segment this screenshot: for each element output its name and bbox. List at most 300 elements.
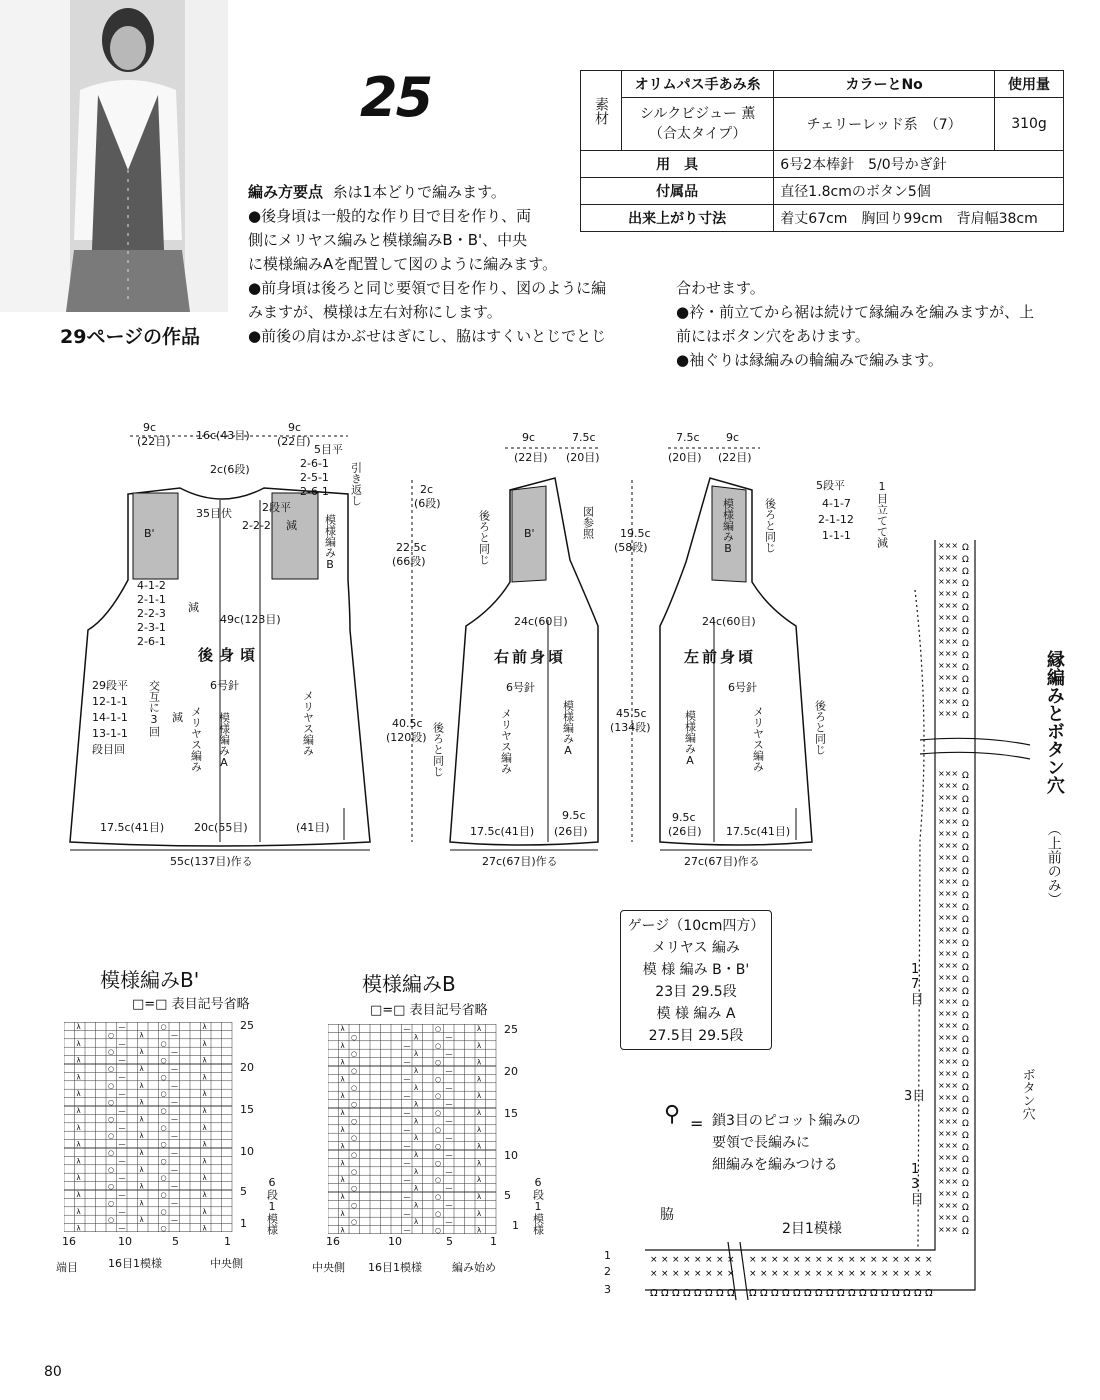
chart-stitch-symbol: λ bbox=[202, 1023, 207, 1031]
chart-stitch-symbol: λ bbox=[139, 1132, 144, 1141]
edging-stitch-symbol: × bbox=[650, 1255, 658, 1265]
chart-b-repeat-rows: 6段1模様 bbox=[531, 1176, 545, 1235]
edging-stitch-symbol: ××× bbox=[938, 1177, 959, 1186]
chart-stitch-symbol: — bbox=[403, 1209, 411, 1218]
chart-stitch-symbol: λ bbox=[477, 1075, 482, 1084]
back-top-left-width: 9c bbox=[143, 421, 157, 434]
edging-stitch-symbol: × bbox=[881, 1255, 889, 1265]
chart-stitch-symbol: ○ bbox=[108, 1098, 115, 1107]
chart-stitch-symbol: — bbox=[445, 1151, 453, 1159]
edging-stitch-symbol: Ω bbox=[661, 1288, 669, 1299]
chart-bp-left-end: 端目 bbox=[56, 1261, 78, 1274]
chart-stitch-symbol: — bbox=[445, 1167, 453, 1176]
yarn-header: オリムパス手あみ糸 bbox=[622, 71, 774, 98]
chart-stitch-symbol: ○ bbox=[108, 1182, 115, 1191]
edging-stitch-symbol: ××× bbox=[938, 1201, 959, 1210]
rf-same-as-back-top: 後ろと同じ bbox=[477, 510, 491, 565]
picot-note bbox=[712, 1110, 861, 1176]
edging-stitch-symbol: × bbox=[804, 1255, 812, 1265]
edging-stitch-symbol: Ω bbox=[892, 1288, 900, 1299]
chart-bp-row-20: 20 bbox=[240, 1061, 254, 1074]
chart-stitch-symbol: — bbox=[403, 1193, 411, 1201]
back-armhole-0: 4-1-2 bbox=[137, 579, 166, 592]
amount-header: 使用量 bbox=[995, 71, 1064, 98]
gauge-line: 27.5目 29.5段 bbox=[648, 1028, 744, 1044]
edging-row-2: 2 bbox=[604, 1265, 611, 1278]
chart-stitch-symbol: λ bbox=[340, 1041, 345, 1050]
chart-stitch-symbol: ○ bbox=[108, 1065, 115, 1073]
pattern-number: 25 bbox=[360, 66, 432, 129]
chart-stitch-symbol: ○ bbox=[351, 1033, 358, 1042]
edging-stitch-symbol: ××× bbox=[938, 877, 959, 886]
edging-stitch-symbol: Ω bbox=[962, 1011, 969, 1021]
edging-stitch-symbol: × bbox=[859, 1269, 867, 1279]
chart-stitch-symbol: ○ bbox=[108, 1115, 115, 1124]
edging-stitch-symbol: × bbox=[826, 1255, 834, 1265]
edging-stitch-symbol: × bbox=[694, 1269, 702, 1279]
chart-stitch-symbol: — bbox=[118, 1140, 126, 1149]
chart-stitch-symbol: λ bbox=[477, 1041, 482, 1050]
back-shoulder-1: 2-6-1 bbox=[300, 457, 329, 470]
edging-stitch-symbol: Ω bbox=[962, 639, 969, 649]
edging-stitch-symbol: Ω bbox=[962, 663, 969, 673]
chart-stitch-symbol: ○ bbox=[435, 1125, 442, 1134]
dim-body-rows: (120段) bbox=[386, 731, 427, 744]
lf-pattern-b: 模様編みB bbox=[721, 498, 735, 555]
edging-stitch-symbol: Ω bbox=[962, 675, 969, 685]
chart-b-title: 模様編みB bbox=[362, 972, 456, 996]
chart-stitch-symbol: — bbox=[118, 1224, 126, 1232]
chart-stitch-symbol: λ bbox=[202, 1191, 207, 1199]
chart-stitch-symbol: — bbox=[171, 1216, 178, 1225]
rf-needle: 6号針 bbox=[506, 681, 535, 694]
chart-stitch-symbol: λ bbox=[477, 1058, 482, 1067]
rf-width: 24c(60目) bbox=[514, 615, 568, 628]
edging-stitch-symbol: Ω bbox=[962, 651, 969, 661]
edging-stitch-symbol: ××× bbox=[938, 577, 959, 586]
chart-stitch-symbol: ○ bbox=[351, 1050, 358, 1059]
edging-stitch-symbol: ××× bbox=[938, 1009, 959, 1018]
chart-stitch-symbol: λ bbox=[414, 1134, 419, 1143]
chart-stitch-symbol: λ bbox=[202, 1107, 207, 1115]
chart-stitch-symbol: λ bbox=[477, 1193, 482, 1201]
edging-stitch-symbol: × bbox=[826, 1269, 834, 1279]
edging-stitch-symbol: ××× bbox=[938, 1105, 959, 1114]
edging-stitch-symbol: ××× bbox=[938, 913, 959, 922]
edging-stitch-symbol: ××× bbox=[938, 841, 959, 850]
chart-stitch-symbol: λ bbox=[202, 1174, 207, 1183]
edging-stitch-symbol: Ω bbox=[925, 1288, 933, 1299]
chart-stitch-symbol: λ bbox=[414, 1117, 419, 1126]
rf-bottom-right-stitches: (26目) bbox=[554, 825, 588, 838]
chart-stitch-symbol: λ bbox=[414, 1067, 419, 1075]
chart-stitch-symbol: — bbox=[445, 1134, 453, 1143]
chart-stitch-symbol: λ bbox=[202, 1207, 207, 1216]
edging-stitch-symbol: Ω bbox=[962, 1059, 969, 1069]
lf-pattern-a: 模様編みA bbox=[683, 710, 697, 767]
edging-stitch-symbol: Ω bbox=[672, 1288, 680, 1299]
edging-stitch-symbol: ××× bbox=[938, 625, 959, 634]
edging-stitch-symbol: Ω bbox=[760, 1288, 768, 1299]
edging-stitch-symbol: ××× bbox=[938, 1153, 959, 1162]
chart-stitch-symbol: ○ bbox=[108, 1149, 115, 1157]
edging-stitch-symbol: Ω bbox=[914, 1288, 922, 1299]
rf-cast-on: 27c(67目)作る bbox=[482, 855, 558, 868]
edging-stitch-symbol: ××× bbox=[938, 637, 959, 646]
chart-b-row-20: 20 bbox=[504, 1065, 518, 1078]
edging-stitch-symbol: ××× bbox=[938, 793, 959, 802]
lf-neck-dec-1: 4-1-7 bbox=[822, 497, 851, 510]
page-number: 80 bbox=[44, 1364, 62, 1380]
edging-stitch-symbol: Ω bbox=[962, 855, 969, 865]
chart-stitch-symbol: ○ bbox=[435, 1109, 442, 1117]
chart-b-prime-grid bbox=[64, 1022, 234, 1232]
back-shoulder-note: 引き返し bbox=[349, 462, 363, 506]
edging-stitch-symbol: Ω bbox=[962, 999, 969, 1009]
edging-stitch-symbol: Ω bbox=[962, 963, 969, 973]
chart-stitch-symbol: λ bbox=[76, 1107, 81, 1115]
edging-stitch-symbol: Ω bbox=[962, 1023, 969, 1033]
chart-stitch-symbol: λ bbox=[202, 1140, 207, 1149]
edging-stitch-symbol: Ω bbox=[962, 927, 969, 937]
back-pattern-a: 模様編みA bbox=[217, 712, 231, 769]
lf-stockinette: メリヤス編み bbox=[751, 706, 765, 772]
back-top-right-stitches: (22目) bbox=[277, 435, 311, 448]
back-pattern-b: 模様編みB bbox=[323, 514, 337, 571]
edging-stitch-symbol: Ω bbox=[962, 1107, 969, 1117]
dim-shoulder-drop: 2c bbox=[420, 483, 434, 496]
edging-stitch-symbol: × bbox=[716, 1255, 724, 1265]
edging-stitch-symbol: Ω bbox=[705, 1288, 713, 1299]
chart-stitch-symbol: λ bbox=[340, 1226, 345, 1234]
chart-b-right-end: 編み始め bbox=[452, 1261, 496, 1274]
instruction-line: 合わせます。 bbox=[676, 279, 765, 297]
edging-stitch-symbol: ××× bbox=[938, 865, 959, 874]
edging-stitch-symbol: ××× bbox=[938, 1213, 959, 1222]
edging-stitch-symbol: × bbox=[760, 1255, 768, 1265]
instruction-line: ●前後の肩はかぶせはぎにし、脇はすくいとじでとじ bbox=[248, 327, 607, 345]
back-side-dec-1: 12-1-1 bbox=[92, 695, 128, 708]
chart-stitch-symbol: ○ bbox=[351, 1117, 358, 1126]
back-neck-dec2: 2-2-2 bbox=[242, 519, 271, 532]
chart-stitch-symbol: ○ bbox=[160, 1039, 167, 1048]
edging-stitch-symbol: ××× bbox=[938, 1225, 959, 1234]
edging-stitch-symbol: Ω bbox=[727, 1288, 735, 1299]
edging-stitch-symbol: Ω bbox=[962, 555, 969, 565]
edging-stitch-symbol: × bbox=[859, 1255, 867, 1265]
edging-stitch-symbol: ××× bbox=[938, 1141, 959, 1150]
chart-stitch-symbol: — bbox=[118, 1107, 126, 1115]
chart-bp-col-10: 10 bbox=[118, 1235, 132, 1248]
edging-stitch-symbol: × bbox=[749, 1255, 757, 1265]
chart-stitch-symbol: λ bbox=[414, 1201, 419, 1210]
chart-stitch-symbol: ○ bbox=[160, 1157, 167, 1166]
chart-stitch-symbol: — bbox=[445, 1184, 453, 1193]
chart-bp-row-1: 1 bbox=[240, 1217, 247, 1230]
chart-stitch-symbol: λ bbox=[76, 1207, 81, 1216]
chart-stitch-symbol: λ bbox=[76, 1039, 81, 1048]
back-bind-off: 35目伏 bbox=[196, 507, 232, 520]
back-stockinette-right: メリヤス編み bbox=[301, 690, 315, 756]
chart-b-col-10: 10 bbox=[388, 1235, 402, 1248]
chart-stitch-symbol: λ bbox=[340, 1025, 345, 1033]
chart-stitch-symbol: ○ bbox=[108, 1132, 115, 1141]
lf-neck-dec-3: 1-1-1 bbox=[822, 529, 851, 542]
yarn-name-line2: （合太タイプ） bbox=[648, 126, 747, 142]
chart-stitch-symbol: — bbox=[403, 1142, 411, 1151]
size-value: 着丈67cm 胸回り99cm 背肩幅38cm bbox=[774, 205, 1064, 232]
dim-body: 40.5c bbox=[392, 717, 423, 730]
edging-stitch-symbol: ××× bbox=[938, 1165, 959, 1174]
edging-stitch-symbol: ××× bbox=[938, 613, 959, 622]
lf-width: 24c(60目) bbox=[702, 615, 756, 628]
edging-stitch-symbol: Ω bbox=[848, 1288, 856, 1299]
edging-stitch-symbol: × bbox=[881, 1269, 889, 1279]
chart-stitch-symbol: λ bbox=[477, 1109, 482, 1117]
chart-stitch-symbol: — bbox=[171, 1132, 178, 1141]
edging-stitch-symbol: × bbox=[892, 1255, 900, 1265]
chart-stitch-symbol: λ bbox=[340, 1176, 345, 1185]
edging-stitch-symbol: Ω bbox=[962, 1131, 969, 1141]
lf-top-a: 7.5c bbox=[676, 431, 700, 444]
edging-stitch-symbol: × bbox=[815, 1269, 823, 1279]
chart-stitch-symbol: λ bbox=[76, 1191, 81, 1199]
chart-stitch-symbol: — bbox=[445, 1033, 453, 1042]
edging-stitch-symbol: Ω bbox=[962, 1119, 969, 1129]
edging-stitch-symbol: × bbox=[793, 1255, 801, 1265]
chart-stitch-symbol: ○ bbox=[160, 1107, 167, 1115]
tools-value: 6号2本棒針 5/0号かぎ針 bbox=[774, 151, 1064, 178]
chart-stitch-symbol: — bbox=[403, 1125, 411, 1134]
chart-stitch-symbol: ○ bbox=[435, 1092, 442, 1101]
chart-stitch-symbol: λ bbox=[340, 1075, 345, 1084]
instruction-line: ●袖ぐりは縁編みの輪編みで編みます。 bbox=[676, 351, 943, 369]
chart-stitch-symbol: ○ bbox=[160, 1224, 167, 1232]
chart-stitch-symbol: λ bbox=[340, 1125, 345, 1134]
chart-stitch-symbol: λ bbox=[139, 1199, 144, 1208]
chart-stitch-symbol: — bbox=[171, 1165, 178, 1174]
edging-stitch-symbol: Ω bbox=[962, 591, 969, 601]
instruction-line: ●後身頃は一般的な作り目で目を作り、両 bbox=[248, 207, 532, 225]
edging-stitch-symbol: ××× bbox=[938, 829, 959, 838]
chart-bp-row-25: 25 bbox=[240, 1019, 254, 1032]
gauge-line: 模 様 編み A bbox=[656, 1006, 736, 1022]
edging-stitch-symbol: ××× bbox=[938, 925, 959, 934]
dim-armhole: 22.5c bbox=[396, 541, 427, 554]
lf-title: 左前身頃 bbox=[684, 648, 757, 666]
chart-stitch-symbol: ○ bbox=[351, 1201, 358, 1210]
chart-stitch-symbol: — bbox=[171, 1199, 178, 1208]
edging-stitch-symbol: Ω bbox=[962, 771, 969, 781]
lf-same-as-back-top: 後ろと同じ bbox=[763, 498, 777, 553]
chart-stitch-symbol: ○ bbox=[351, 1100, 358, 1109]
edging-stitch-symbol: Ω bbox=[749, 1288, 757, 1299]
chart-bp-col-5: 5 bbox=[172, 1235, 179, 1248]
chart-stitch-symbol: — bbox=[118, 1039, 126, 1048]
edging-stitch-symbol: × bbox=[914, 1255, 922, 1265]
edging-stitch-symbol: Ω bbox=[962, 711, 969, 721]
lf-neck-dec-0: 5段平 bbox=[816, 479, 845, 492]
edging-stitch-symbol: Ω bbox=[870, 1288, 878, 1299]
chart-stitch-symbol: λ bbox=[139, 1081, 144, 1090]
chart-stitch-symbol: λ bbox=[139, 1098, 144, 1107]
chart-stitch-symbol: ○ bbox=[351, 1134, 358, 1143]
rf-title: 右前身頃 bbox=[494, 648, 567, 666]
edging-stitch-symbol: Ω bbox=[804, 1288, 812, 1299]
rf-top-a: 9c bbox=[522, 431, 536, 444]
chart-stitch-symbol: λ bbox=[139, 1115, 144, 1124]
edging-stitch-symbol: × bbox=[892, 1269, 900, 1279]
chart-stitch-symbol: ○ bbox=[351, 1067, 358, 1075]
edging-stitch-symbol: Ω bbox=[962, 1047, 969, 1057]
edging-stitch-symbol: × bbox=[705, 1269, 713, 1279]
chart-stitch-symbol: λ bbox=[202, 1090, 207, 1099]
chart-stitch-symbol: λ bbox=[477, 1176, 482, 1185]
chart-stitch-symbol: — bbox=[403, 1176, 411, 1185]
edging-stitch-symbol: ××× bbox=[938, 589, 959, 598]
edging-stitch-symbol: Ω bbox=[903, 1288, 911, 1299]
edging-title: 縁編みとボタン穴 bbox=[1043, 650, 1065, 794]
chart-stitch-symbol: λ bbox=[202, 1157, 207, 1166]
edging-stitch-symbol: ××× bbox=[938, 673, 959, 682]
chart-stitch-symbol: λ bbox=[76, 1123, 81, 1132]
edging-stitch-symbol: × bbox=[848, 1255, 856, 1265]
edging-stitch-symbol: Ω bbox=[962, 843, 969, 853]
chart-stitch-symbol: — bbox=[171, 1048, 178, 1057]
chart-stitch-symbol: λ bbox=[202, 1039, 207, 1048]
edging-stitch-symbol: Ω bbox=[694, 1288, 702, 1299]
chart-stitch-symbol: ○ bbox=[435, 1041, 442, 1050]
edging-stitch-symbol: × bbox=[650, 1269, 658, 1279]
picot-symbol-icon: ⚲ bbox=[664, 1102, 681, 1127]
chart-stitch-symbol: ○ bbox=[160, 1056, 167, 1065]
back-chest: 49c(123目) bbox=[220, 613, 281, 626]
edging-stitch-symbol: Ω bbox=[962, 987, 969, 997]
lf-needle: 6号針 bbox=[728, 681, 757, 694]
edging-stitch-symbol: Ω bbox=[962, 1035, 969, 1045]
gauge-box bbox=[620, 910, 772, 1050]
rf-top-a-stitches: (22目) bbox=[514, 451, 548, 464]
back-cast-on: 55c(137目)作る bbox=[170, 855, 253, 868]
edging-stitch-symbol: Ω bbox=[962, 1179, 969, 1189]
edging-stitch-symbol: ××× bbox=[938, 661, 959, 670]
dim-front-total-rows: (134段) bbox=[610, 721, 651, 734]
edging-stitch-symbol: × bbox=[771, 1269, 779, 1279]
edging-stitch-symbol: ××× bbox=[938, 685, 959, 694]
yarn-name-line1: シルクビジュー 薫 bbox=[639, 106, 756, 122]
edging-stitch-symbol: ××× bbox=[938, 709, 959, 718]
edging-stitch-symbol: × bbox=[782, 1269, 790, 1279]
edging-stitch-symbol: × bbox=[925, 1255, 933, 1265]
instruction-line: ●衿・前立てから裾は続けて縁編みを編みますが、上 bbox=[676, 303, 1035, 321]
page-reference: 29ページの作品 bbox=[60, 326, 201, 348]
chart-stitch-symbol: λ bbox=[340, 1193, 345, 1201]
back-bottom-right: (41目) bbox=[296, 821, 330, 834]
chart-stitch-symbol: — bbox=[403, 1025, 411, 1033]
chart-stitch-symbol: λ bbox=[139, 1065, 144, 1073]
chart-stitch-symbol: λ bbox=[414, 1100, 419, 1109]
chart-stitch-symbol: λ bbox=[477, 1092, 482, 1101]
edging-stitch-symbol: × bbox=[672, 1269, 680, 1279]
chart-stitch-symbol: λ bbox=[76, 1140, 81, 1149]
edging-stitch-symbol: ××× bbox=[938, 901, 959, 910]
back-side-dec-2: 14-1-1 bbox=[92, 711, 128, 724]
chart-stitch-symbol: ○ bbox=[435, 1159, 442, 1168]
lf-bottom-left-stitches: (26目) bbox=[668, 825, 702, 838]
gauge-title: ゲージ（10cm四方） bbox=[627, 918, 765, 934]
chart-bp-row-10: 10 bbox=[240, 1145, 254, 1158]
chart-stitch-symbol: λ bbox=[477, 1159, 482, 1168]
chart-stitch-symbol: ○ bbox=[108, 1216, 115, 1225]
rf-stockinette: メリヤス編み bbox=[499, 708, 513, 774]
edging-stitch-symbol: Ω bbox=[859, 1288, 867, 1299]
chart-b-row-15: 15 bbox=[504, 1107, 518, 1120]
edging-stitch-symbol: × bbox=[716, 1269, 724, 1279]
chart-stitch-symbol: ○ bbox=[160, 1023, 167, 1031]
chart-stitch-symbol: ○ bbox=[160, 1207, 167, 1216]
chart-stitch-symbol: ○ bbox=[351, 1184, 358, 1193]
lf-top-a-stitches: (20目) bbox=[668, 451, 702, 464]
edging-stitch-symbol: ××× bbox=[938, 565, 959, 574]
instruction-line: みますが、模様は左右対称にします。 bbox=[248, 303, 502, 321]
chart-stitch-symbol: λ bbox=[477, 1125, 482, 1134]
chart-stitch-symbol: ○ bbox=[160, 1174, 167, 1183]
edging-stitch-symbol: Ω bbox=[962, 975, 969, 985]
edging-stitch-symbol: Ω bbox=[962, 627, 969, 637]
edging-stitch-symbol: Ω bbox=[962, 1155, 969, 1165]
chart-stitch-symbol: λ bbox=[340, 1109, 345, 1117]
dim-front-neck: 19.5c bbox=[620, 527, 651, 540]
chart-b-left-end: 中央側 bbox=[312, 1261, 345, 1274]
chart-stitch-symbol: λ bbox=[414, 1167, 419, 1176]
edging-stitch-symbol: ××× bbox=[938, 889, 959, 898]
chart-stitch-symbol: λ bbox=[414, 1151, 419, 1159]
edging-stitch-symbol: × bbox=[870, 1255, 878, 1265]
edging-stitch-symbol: ××× bbox=[938, 973, 959, 982]
back-neck-dec: 2段平 bbox=[262, 501, 291, 514]
chart-bp-row-15: 15 bbox=[240, 1103, 254, 1116]
instruction-line: 側にメリヤス編みと模様編みB・B'、中央 bbox=[248, 231, 528, 249]
gauge-line: 模 様 編み B・B' bbox=[642, 962, 750, 978]
rf-bottom-left: 17.5c(41目) bbox=[470, 825, 535, 838]
chart-b-legend: □=□ 表目記号省略 bbox=[370, 1003, 488, 1018]
edging-stitch-symbol: × bbox=[749, 1269, 757, 1279]
chart-bp-repeat-rows: 6段1模様 bbox=[265, 1176, 279, 1235]
edging-row-3: 3 bbox=[604, 1283, 611, 1296]
edging-stitch-symbol: ××× bbox=[938, 1189, 959, 1198]
edging-stitch-symbol: Ω bbox=[962, 903, 969, 913]
chart-stitch-symbol: — bbox=[445, 1050, 453, 1059]
edging-title-note: （上前のみ） bbox=[1045, 822, 1062, 906]
lf-neck-dec-2: 2-1-12 bbox=[818, 513, 854, 526]
lf-top-b-stitches: (22目) bbox=[718, 451, 752, 464]
edging-stitch-symbol: Ω bbox=[962, 879, 969, 889]
chart-stitch-symbol: — bbox=[118, 1123, 126, 1132]
chart-stitch-symbol: — bbox=[118, 1157, 126, 1166]
chart-stitch-symbol: — bbox=[445, 1083, 453, 1092]
back-bottom-mid: 20c(55目) bbox=[194, 821, 248, 834]
chart-stitch-symbol: — bbox=[403, 1092, 411, 1101]
back-side-dec-label: 減 bbox=[172, 711, 183, 724]
edging-stitch-symbol: Ω bbox=[962, 1143, 969, 1153]
chart-stitch-symbol: λ bbox=[477, 1142, 482, 1151]
picot-note-line: 鎖3目のピコット編みの bbox=[712, 1113, 861, 1129]
edging-stitch-symbol: Ω bbox=[962, 543, 969, 553]
edging-stitch-symbol: × bbox=[837, 1255, 845, 1265]
chart-stitch-symbol: λ bbox=[139, 1031, 144, 1040]
chart-b-col-16: 16 bbox=[326, 1235, 340, 1248]
edging-stitch-symbol: Ω bbox=[962, 831, 969, 841]
